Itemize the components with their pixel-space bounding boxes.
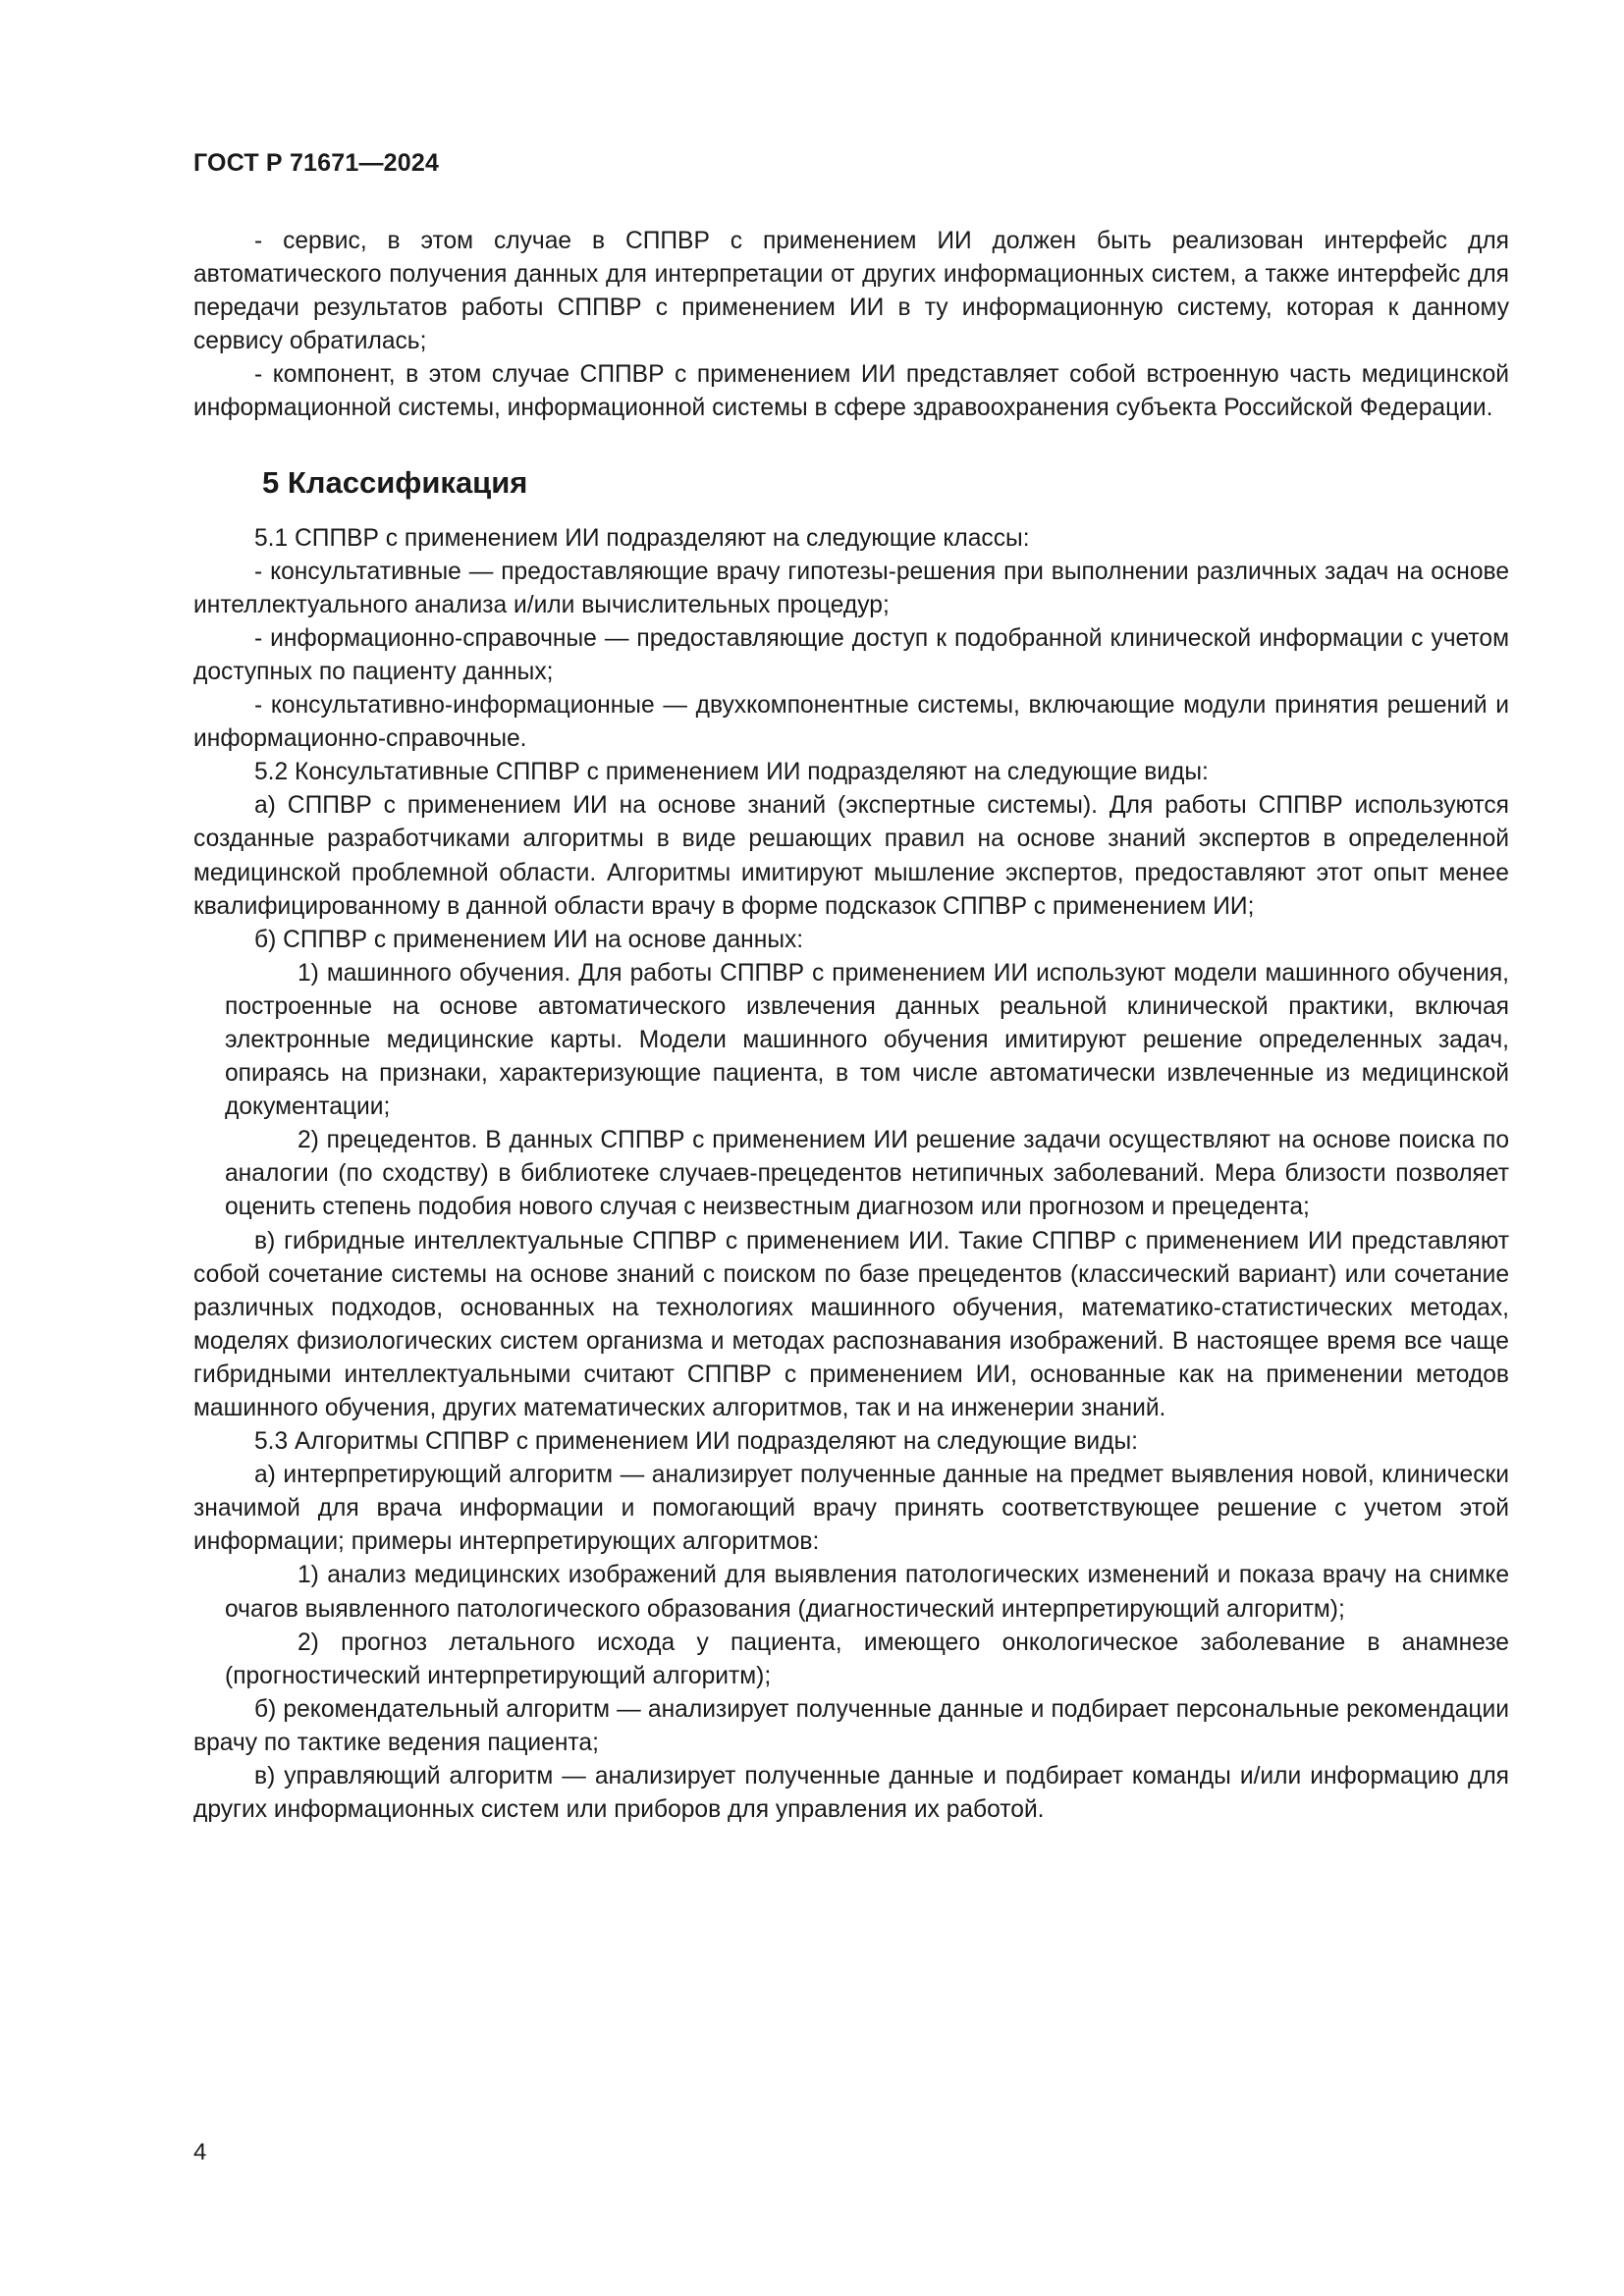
paragraph-5-3-a: а) интерпретирующий алгоритм — анализирует полученные данные на предмет выявления новой, клинически значимой для врача информации и помогающий врачу принять соответствующее решение с учетом этой информации; примеры интерпретирующих алгоритмов: [193, 1462, 1509, 1556]
paragraph-5-1-informational: - информационно-справочные — предоставляющие доступ к подобранной клинической информации с учетом доступных по пациенту данных; [193, 624, 1509, 685]
page-number: 4 [193, 2139, 207, 2165]
paragraph-service: - сервис, в этом случае в СППВР с применением ИИ должен быть реализован интерфейс для автоматического получения данных для интерпретации от других информационных систем, а также интерфейс для передачи результатов работы СППВР с применением ИИ в ту информационную систему, которая к данному сервису обратилась; [193, 228, 1509, 355]
paragraph-5-3-a-1: 1) анализ медицинских изображений для выявления патологических изменений и показа врачу на снимке очагов выявленного патологического образования (диагностический интерпретирующий алгоритм); [225, 1562, 1509, 1623]
paragraph-5-2-v: в) гибридные интеллектуальные СППВР с применением ИИ. Такие СППВР с применением ИИ представляют собой сочетание системы на основе знаний с поиском по базе прецедентов (классический вариант) или сочетание различных подходов, основанных на технологиях машинного обучения, математико-статистических методах, моделях физиологических систем организма и методах распознавания изображений. В настоящее время все чаще гибридными интеллектуальными считают СППВР с применением ИИ, основанные как на применении методов машинного обучения, других математических алгоритмов, так и на инженерии знаний. [193, 1227, 1509, 1421]
paragraph-component: - компонент, в этом случае СППВР с применением ИИ представляет собой встроенную часть медицинской информационной системы, информационной системы в сфере здравоохранения субъекта Российской Федерации. [193, 361, 1509, 422]
paragraph-5-3: 5.3 Алгоритмы СППВР с применением ИИ подразделяют на следующие виды: [254, 1428, 1138, 1456]
document-body [193, 225, 1509, 1827]
paragraph-5-3-b: б) рекомендательный алгоритм — анализирует полученные данные и подбирает персональные рекомендации врачу по тактике ведения пациента; [193, 1695, 1509, 1756]
paragraph-5-1-consultative: - консультативные — предоставляющие врачу гипотезы-решения при выполнении различных задач на основе интеллектуального анализа и/или вычислительных процедур; [193, 558, 1509, 618]
section-title-classification: 5 Классификация [262, 464, 528, 500]
paragraph-5-2-b-2: 2) прецедентов. В данных СППВР с применением ИИ решение задачи осуществляют на основе поиска по аналогии (по сходству) в библиотеке случаев-прецедентов нетипичных заболеваний. Мера близости позволяет оценить степень подобия нового случая с неизвестным диагнозом или прогнозом и прецедента; [225, 1127, 1509, 1221]
paragraph-5-2-b-1: 1) машинного обучения. Для работы СППВР с применением ИИ используют модели машинного обучения, построенные на основе автоматического извлечения данных реальной клинической практики, включая электронные медицинские карты. Модели машинного обучения имитируют решение определенных задач, опираясь на признаки, характеризующие пациента, в том числе автоматически извлеченные из медицинской документации; [225, 959, 1509, 1121]
document-code-header: ГОСТ Р 71671—2024 [193, 149, 440, 177]
paragraph-5-2: 5.2 Консультативные СППВР с применением ИИ подразделяют на следующие виды: [254, 759, 1209, 786]
paragraph-5-2-a: а) СППВР с применением ИИ на основе знаний (экспертные системы). Для работы СППВР используются созданные разработчиками алгоритмы в виде решающих правил на основе знаний экспертов в определенной медицинской проблемной области. Алгоритмы имитируют мышление экспертов, предоставляют этот опыт менее квалифицированному в данной области врачу в форме подсказок СППВР с применением ИИ; [193, 792, 1509, 920]
paragraph-5-3-v: в) управляющий алгоритм — анализирует полученные данные и подбирает команды и/или информацию для других информационных систем или приборов для управления их работой. [193, 1763, 1509, 1824]
paragraph-5-2-b: б) СППВР с применением ИИ на основе данных: [254, 926, 804, 953]
paragraph-5-1: 5.1 СППВР с применением ИИ подразделяют на следующие классы: [254, 524, 1030, 552]
paragraph-5-1-mixed: - консультативно-информационные — двухкомпонентные системы, включающие модули принятия решений и информационно-справочные. [193, 692, 1509, 753]
paragraph-5-3-a-2: 2) прогноз летального исхода у пациента, имеющего онкологическое заболевание в анамнезе (прогностический интерпретирующий алгоритм); [225, 1629, 1509, 1689]
